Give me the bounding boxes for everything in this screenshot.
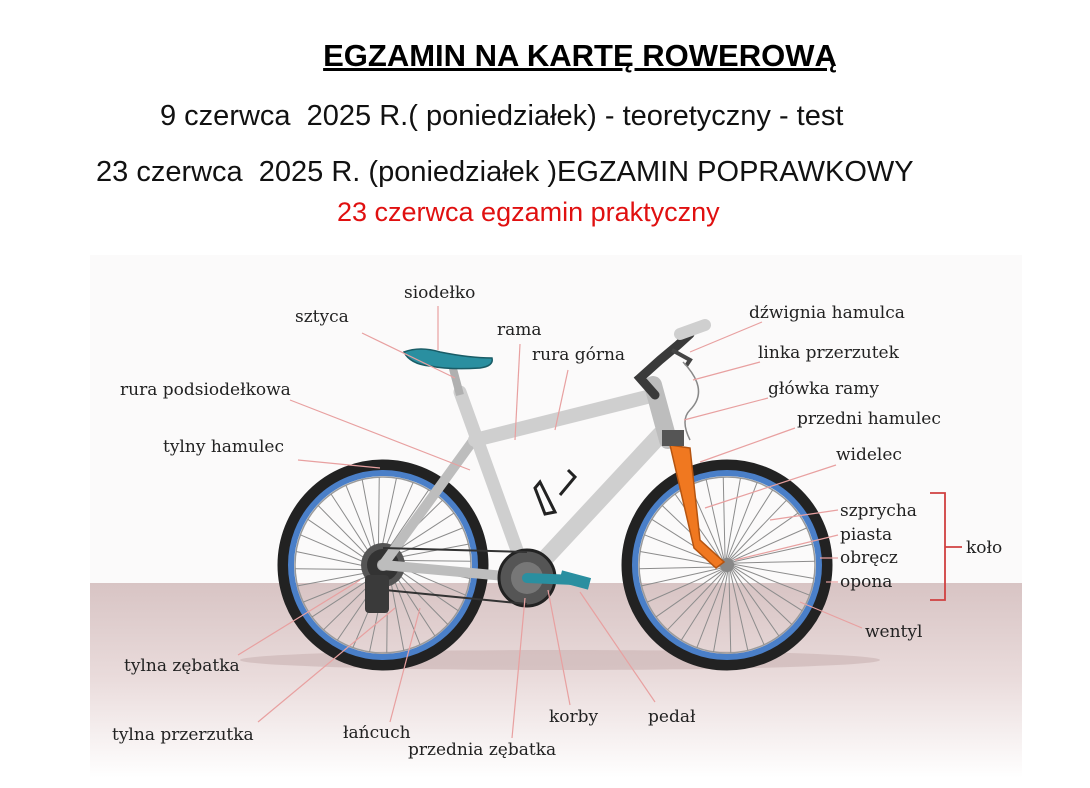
label-kolo: koło (966, 538, 1003, 558)
label-tylna-zebatka: tylna zębatka (124, 656, 240, 676)
theory-exam-date: 9 czerwca 2025 R.( poniedziałek) - teoretyczny - test (160, 100, 844, 132)
label-widelec: widelec (836, 445, 902, 465)
label-przedni-hamulec: przedni hamulec (797, 409, 941, 429)
label-piasta: piasta (840, 525, 893, 545)
label-rura-podsiodelkowa: rura podsiodełkowa (120, 380, 291, 400)
label-korby: korby (549, 707, 599, 727)
label-tylny-hamulec: tylny hamulec (163, 437, 285, 457)
label-szprycha: szprycha (840, 501, 917, 521)
label-rama: rama (497, 320, 542, 340)
page-title: EGZAMIN NA KARTĘ ROWEROWĄ (323, 38, 837, 73)
retake-exam-date: 23 czerwca 2025 R. (poniedziałek )EGZAMIN POPRAWKOWY (96, 156, 914, 188)
label-lancuch: łańcuch (343, 723, 411, 743)
label-linka-przerzutek: linka przerzutek (758, 343, 899, 363)
label-opona: opona (840, 572, 893, 592)
label-przednia-zebatka: przednia zębatka (408, 740, 557, 760)
label-obrecz: obręcz (840, 548, 898, 568)
label-sztyca: sztyca (295, 307, 349, 327)
label-pedal: pedał (648, 707, 696, 727)
label-wentyl: wentyl (865, 622, 923, 642)
label-siodelko: siodełko (404, 283, 476, 303)
label-dzwignia-hamulca: dźwignia hamulca (749, 303, 905, 323)
label-rura-gorna: rura górna (532, 345, 626, 365)
label-glowka-ramy: główka ramy (768, 379, 880, 399)
practical-exam-date: 23 czerwca egzamin praktyczny (337, 197, 720, 227)
label-tylna-przerzutka: tylna przerzutka (112, 725, 254, 745)
